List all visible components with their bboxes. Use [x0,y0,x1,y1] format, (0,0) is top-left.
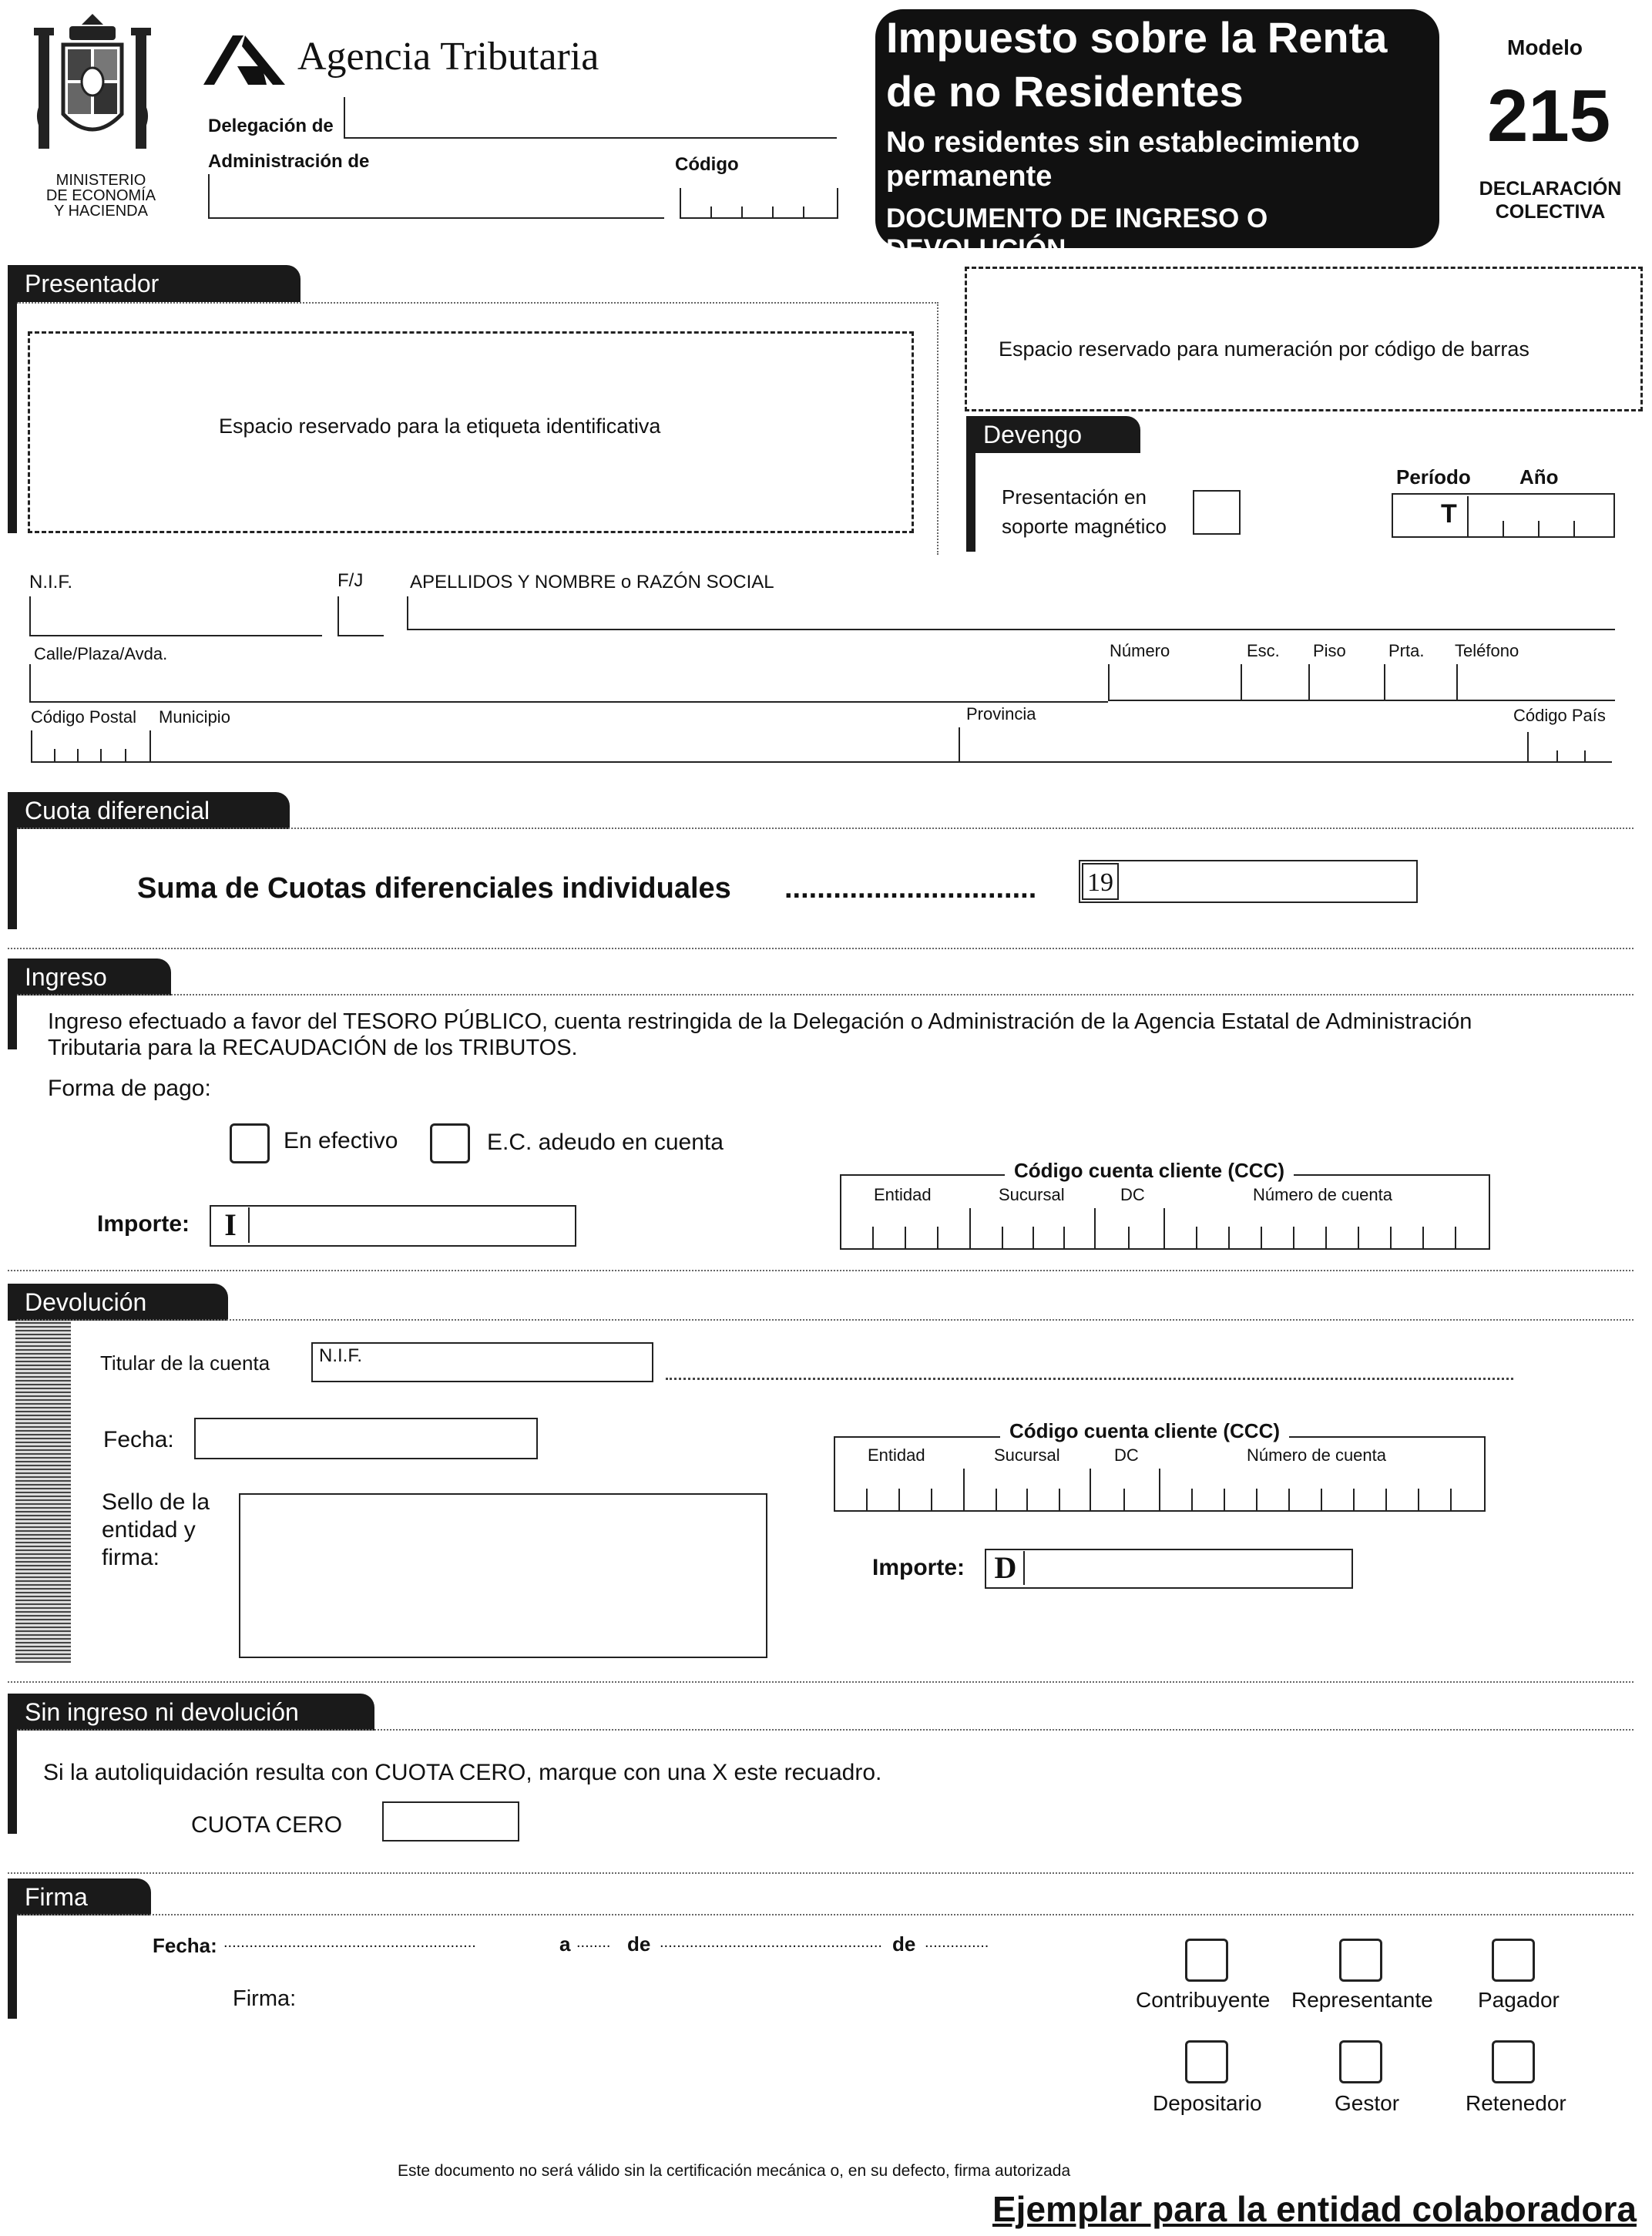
titular-nif-input[interactable] [311,1342,653,1382]
subtitle-line-2: permanente [886,160,1053,193]
numero-input[interactable] [1108,664,1241,701]
contribuyente-label: Contribuyente [1136,1988,1271,2012]
pagador-checkbox[interactable] [1492,1939,1535,1982]
titular-label: Titular de la cuenta [100,1351,270,1375]
provincia-label: Provincia [966,704,1036,724]
codigo-label: Código [675,154,739,175]
esc-input[interactable] [1241,664,1308,701]
ccc-devolucion-numero: Número de cuenta [1247,1445,1386,1465]
fecha-dots-1: ........................................................... [223,1934,476,1951]
administracion-label: Administración de [208,151,370,172]
administracion-input[interactable] [208,174,664,219]
ccc-ingreso-entidad: Entidad [874,1185,932,1204]
subtitle-line-1: No residentes sin establecimiento [886,126,1360,159]
ejemplar-title: Ejemplar para la entidad colaboradora [992,2189,1637,2229]
tab-ingreso: Ingreso [8,959,171,995]
depositario-label: Depositario [1153,2091,1262,2115]
etiqueta-text: Espacio reservado para la etiqueta identificativa [219,415,661,438]
importe-devolucion-letter: D [988,1551,1025,1585]
title-line-2: de no Residentes [886,67,1244,116]
firma-label: Firma: [233,1986,297,2011]
declaracion-colectiva: DECLARACIÓN COLECTIVA [1479,178,1622,223]
tab-sin-ingreso: Sin ingreso ni devolución [8,1694,374,1731]
fecha-firma-label: Fecha: [153,1934,217,1957]
ccc-devolucion-sucursal: Sucursal [994,1445,1060,1465]
periodo-label: Período [1396,465,1471,488]
fj-input[interactable] [337,596,384,636]
coat-of-arms-icon [23,6,162,176]
fj-label: F/J [337,570,364,591]
barcode-text: Espacio reservado para numeración por código de barras [999,337,1529,361]
casilla-19-input[interactable] [1079,860,1418,903]
retenedor-checkbox[interactable] [1492,2040,1535,2083]
contribuyente-checkbox[interactable] [1185,1939,1228,1982]
municipio-label: Municipio [159,707,230,727]
fecha-de-2: de [892,1932,916,1956]
soporte-magnetico-checkbox[interactable] [1193,490,1241,535]
tab-cuota-diferencial: Cuota diferencial [8,792,290,829]
numero-label: Número [1110,641,1170,660]
fecha-devolucion-label: Fecha: [103,1427,174,1452]
modelo-label: Modelo [1507,35,1583,59]
nif-input[interactable] [29,596,322,636]
tab-firma: Firma [8,1878,151,1915]
tab-devolucion: Devolución [8,1284,228,1321]
ccc-devolucion-dc: DC [1114,1445,1139,1465]
fecha-devolucion-input[interactable] [194,1418,538,1459]
cuota-cero-checkbox[interactable] [382,1801,519,1842]
ministry-name: MINISTERIO DE ECONOMÍA Y HACIENDA [45,172,156,220]
document-type: DOCUMENTO DE INGRESO O DEVOLUCIÓN [886,203,1268,264]
devolucion-side-pattern [15,1321,71,1663]
importe-ingreso-label: Importe: [97,1211,190,1237]
prta-input[interactable] [1384,664,1458,701]
codigo-postal-label: Código Postal [31,707,136,727]
titular-nif-label: N.I.F. [319,1345,363,1366]
nif-label: N.I.F. [29,572,73,593]
importe-devolucion-label: Importe: [872,1555,965,1580]
suma-cuotas-leader: ............................... [784,872,1037,905]
ano-label: Año [1519,465,1559,488]
representante-checkbox[interactable] [1339,1939,1382,1982]
validity-note: Este documento no será válido sin la certificación mecánica o, en su defecto, firma autorizada [398,2162,1071,2180]
pagador-label: Pagador [1478,1988,1560,2012]
ccc-ingreso-title: Código cuenta cliente (CCC) [1005,1159,1294,1183]
apellidos-label: APELLIDOS Y NOMBRE o RAZÓN SOCIAL [410,572,774,593]
municipio-input[interactable] [149,730,960,763]
fecha-dots-3: .................................................... [660,1934,882,1951]
tab-presentador: Presentador [8,265,301,302]
sello-area[interactable] [239,1493,767,1658]
fecha-dots-2: ........ [576,1934,611,1951]
prta-label: Prta. [1388,641,1425,660]
calle-label: Calle/Plaza/Avda. [34,644,168,663]
title-panel [875,9,1439,264]
piso-input[interactable] [1308,664,1384,701]
importe-ingreso-letter: I [213,1207,250,1243]
ingreso-text-line-1: Ingreso efectuado a favor del TESORO PÚBLICO, cuenta restringida de la Delegación o Administración de la Agencia Estatal de Administración [48,1009,1472,1034]
importe-devolucion-input[interactable] [985,1549,1353,1589]
gestor-checkbox[interactable] [1339,2040,1382,2083]
codigo-pais-input[interactable] [1527,732,1612,763]
cuota-cero-label: CUOTA CERO [191,1812,343,1838]
telefono-input[interactable] [1456,664,1615,701]
casilla-19-number: 19 [1082,863,1119,900]
ccc-ingreso-numero: Número de cuenta [1253,1185,1392,1204]
en-efectivo-label: En efectivo [284,1128,398,1153]
provincia-input[interactable] [959,727,1529,763]
piso-label: Piso [1313,641,1346,660]
ingreso-text-line-2: Tributaria para la RECAUDACIÓN de los TRIBUTOS. [48,1036,578,1060]
fecha-de-1: de [627,1932,651,1956]
suma-cuotas-label: Suma de Cuotas diferenciales individuales [137,872,731,905]
ccc-devolucion-entidad: Entidad [868,1445,925,1465]
agency-name: Agencia Tributaria [297,35,599,79]
adeudo-cuenta-checkbox[interactable] [430,1123,470,1163]
calle-input[interactable] [29,664,1108,703]
esc-label: Esc. [1247,641,1280,660]
sin-ingreso-text: Si la autoliquidación resulta con CUOTA CERO, marque con una X este recuadro. [43,1760,882,1785]
codigo-pais-label: Código País [1513,706,1606,725]
ccc-devolucion-title: Código cuenta cliente (CCC) [1000,1419,1289,1443]
title-line-1: Impuesto sobre la Renta [886,13,1388,62]
periodo-value: T [1441,499,1457,529]
codigo-input[interactable] [680,188,838,219]
tab-devengo: Devengo [966,416,1140,453]
en-efectivo-checkbox[interactable] [230,1123,270,1163]
delegacion-label: Delegación de [208,116,334,136]
delegacion-input[interactable] [344,97,837,139]
apellidos-input[interactable] [407,596,1615,630]
ccc-ingreso-dc: DC [1120,1185,1145,1204]
representante-label: Representante [1291,1988,1433,2012]
soporte-magnetico-label: Presentación en soporte magnético [1002,485,1167,538]
forma-pago-label: Forma de pago: [48,1076,211,1101]
retenedor-label: Retenedor [1466,2091,1566,2115]
fecha-dots-4: ............... [925,1934,989,1951]
fecha-a: a [559,1932,571,1956]
ccc-ingreso-sucursal: Sucursal [999,1185,1065,1204]
codigo-postal-input[interactable] [31,730,151,763]
adeudo-cuenta-label: E.C. adeudo en cuenta [487,1130,724,1155]
depositario-checkbox[interactable] [1185,2040,1228,2083]
gestor-label: Gestor [1335,2091,1400,2115]
sello-label: Sello de la entidad y firma: [102,1489,210,1570]
modelo-number: 215 [1487,75,1611,157]
importe-ingreso-input[interactable] [210,1205,576,1247]
agency-logo-icon [202,32,287,86]
telefono-label: Teléfono [1455,641,1519,660]
